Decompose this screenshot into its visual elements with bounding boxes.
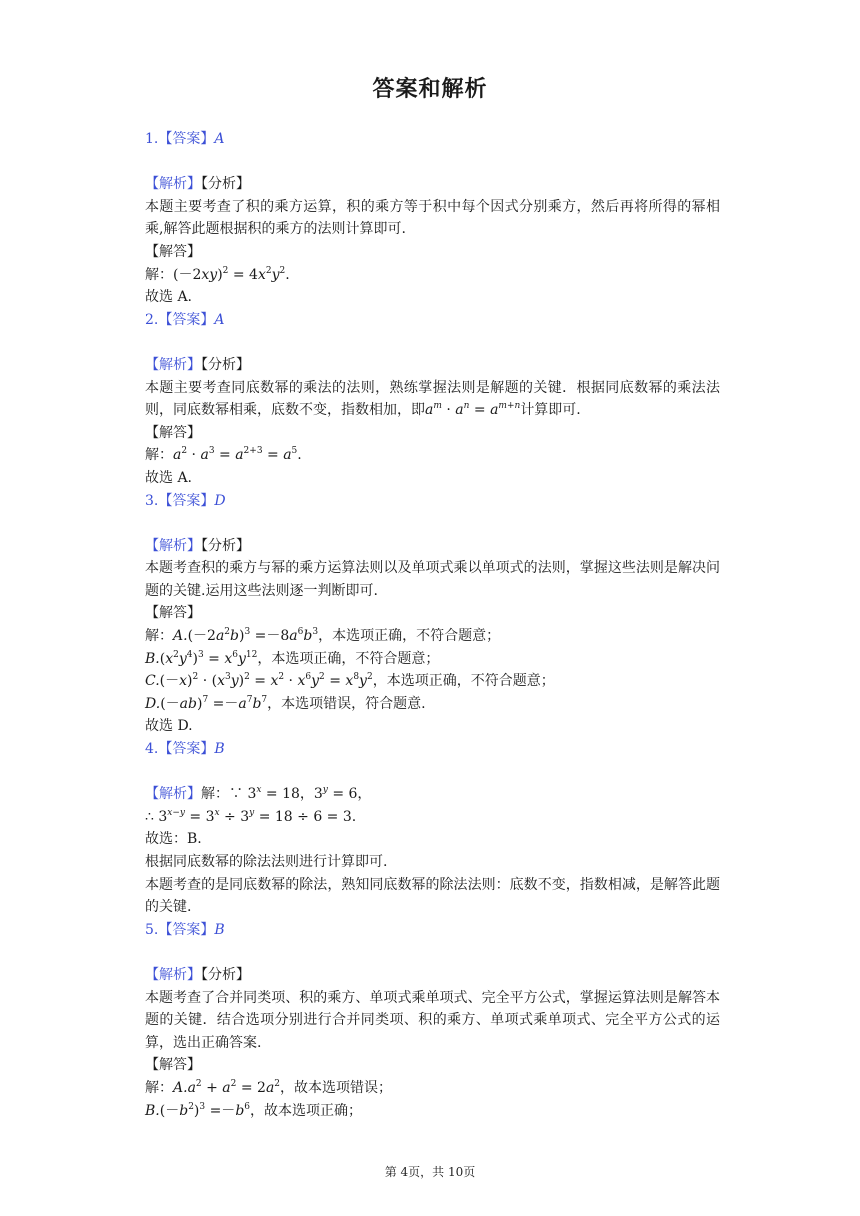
q4-note2: 本题考查的是同底数幂的除法，熟知同底数幂的除法法则：底数不变，指数相减，是解答此题的关键. xyxy=(145,876,720,916)
q4-solution-line1: 【解析】解：∵ $3^x = 18$，$3^y = 6$， xyxy=(145,785,372,803)
q3-analysis-heading: 【解析】【分析】 xyxy=(145,537,250,554)
q1-solution: 解：$(-2xy)^2 = 4x^2y^2$. xyxy=(145,265,290,283)
q1-solution-heading: 【解答】 xyxy=(145,243,201,260)
q2-solution-heading: 【解答】 xyxy=(145,424,201,441)
q3-option-d: $D.(-ab)^7 =-a^7b^7$，本选项错误，符合题意. xyxy=(145,694,426,712)
q5-answer-line: 5.【答案】B xyxy=(145,921,225,938)
q2-solution: 解：$a^2 \cdot a^3 = a^{2+3} = a^5$. xyxy=(145,446,302,464)
q3-conclusion: 故选 D. xyxy=(145,718,193,735)
q1-analysis-heading: 【解析】【分析】 xyxy=(145,176,250,193)
q3-solution-heading: 【解答】 xyxy=(145,605,201,622)
q3-answer-line: 3.【答案】D xyxy=(145,492,226,509)
q5-analysis-heading: 【解析】【分析】 xyxy=(145,966,250,983)
q4-solution-line2: ∴ $3^{x-y} = 3^x \div 3^y = 18 \div 6 = 3$. xyxy=(145,807,357,825)
q3-analysis-text: 本题考查积的乘方与幂的乘方运算法则以及单项式乘以单项式的法则，掌握这些法则是解决问题的关键.运用这些法则逐一判断即可. xyxy=(145,560,720,599)
q5-analysis-text: 本题考查了合并同类项、积的乘方、单项式乘单项式、完全平方公式，掌握运算法则是解答本题的关键．结合选项分别进行合并同类项、积的乘方、单项式乘单项式、完全平方公式的运算，选出正确答案. xyxy=(145,989,720,1051)
q5-option-b: $B.(-b^2)^3 =-b^6$，故本选项正确； xyxy=(145,1101,363,1119)
q3-option-a: 解：$A.(-2a^2b)^3 =-8a^6b^3$，本选项正确，不符合题意； xyxy=(145,627,501,645)
q4-answer-line: 4.【答案】B xyxy=(145,741,225,758)
q4-conclusion: 故选：B. xyxy=(145,831,202,848)
q2-answer-line: 2.【答案】A xyxy=(145,311,225,328)
q2-analysis-text: 本题主要考查同底数幂的乘法的法则，熟练掌握法则是解题的关键．根据同底数幂的乘法法则，同底数幂相乘，底数不变，指数相加，即$a^m \cdot a^n = a^{m+n}$计算即可. xyxy=(145,379,720,419)
q1-analysis-text: 本题主要考查了积的乘方运算，积的乘方等于积中每个因式分别乘方，然后再将所得的幂相乘,解答此题根据积的乘方的法则计算即可. xyxy=(145,198,720,238)
q2-conclusion: 故选 A. xyxy=(145,469,193,486)
q1-conclusion: 故选 A. xyxy=(145,289,193,306)
page-footer: 第 4页，共 10页 xyxy=(384,1165,476,1179)
page-title: 答案和解析 xyxy=(372,77,488,102)
q4-note1: 根据同底数幂的除法法则进行计算即可. xyxy=(145,854,388,870)
q5-solution-heading: 【解答】 xyxy=(145,1057,201,1074)
q3-option-c: $C.(-x)^2 \cdot (x^3y)^2 = x^2 \cdot x^6y^2 = x^8y^2$，本选项正确，不符合题意； xyxy=(145,672,555,690)
q1-answer-line: 1.【答案】A xyxy=(145,131,225,147)
q5-option-a: 解：$A.a^2 + a^2 = 2a^2$，故本选项错误； xyxy=(145,1078,393,1096)
q2-analysis-heading: 【解析】【分析】 xyxy=(145,356,250,373)
q3-option-b: $B.(x^2y^4)^3 = x^6y^{12}$，本选项正确，不符合题意； xyxy=(145,649,440,667)
solutions-body xyxy=(145,128,720,1122)
